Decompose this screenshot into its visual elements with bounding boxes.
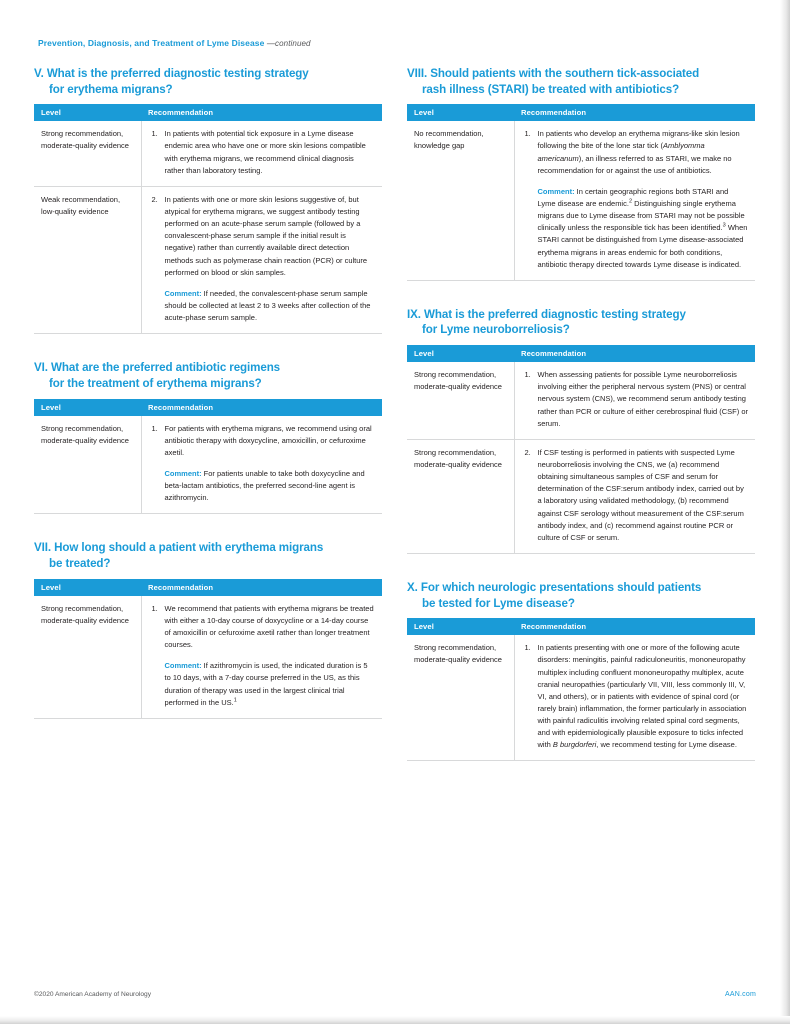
recommendation-table-viii — [407, 104, 755, 281]
column-header-recommendation: Recommendation — [514, 345, 755, 362]
copyright-text: ©2020 American Academy of Neurology — [34, 991, 152, 998]
running-head-continued: —continued — [266, 39, 311, 48]
comment-block — [165, 288, 376, 324]
table-row — [407, 121, 755, 280]
column-header-level: Level — [34, 104, 141, 121]
column-header-recommendation: Recommendation — [141, 104, 382, 121]
recommendation-cell — [141, 596, 382, 719]
comment-label: Comment: — [537, 186, 575, 196]
left-column — [34, 66, 382, 787]
item-text: When assessing patients for possible Lyme neuroborreliosis involving either the peripheral nervous system (PNS) or central nervous system (CNS), we recommend serum antibody testing rather than PCR or culture of either cerebrospinal fluid (CSF) or serum. — [537, 370, 749, 428]
comment-text: If needed, the convalescent-phase serum sample should be collected at least 2 to 3 weeks after collection of the acute-phase serum sample. — [164, 288, 371, 323]
level-cell: Strong recommendation, moderate-quality evidence — [407, 635, 514, 761]
right-column — [407, 66, 755, 787]
column-header-recommendation: Recommendation — [514, 618, 755, 635]
column-header-recommendation: Recommendation — [141, 399, 382, 416]
section-title-viii-line1: Should patients with the southern tick-associated — [430, 67, 700, 80]
table-row — [34, 416, 382, 514]
section-title-ix-line1: What is the preferred diagnostic testing strategy — [424, 307, 686, 321]
section-number-vi: VI. — [34, 361, 48, 375]
list-item — [152, 194, 376, 324]
comment-block — [165, 468, 376, 504]
list-item — [525, 642, 749, 751]
list-item — [525, 369, 749, 430]
item-number: 1. — [151, 423, 158, 433]
level-cell: Weak recommendation, low-quality evidence — [34, 186, 141, 333]
column-header-level: Level — [407, 618, 514, 635]
recommendation-cell — [141, 186, 382, 333]
section-title-viii-line2: rash illness (STARI) be treated with antibiotics? — [422, 82, 680, 96]
section-title-ix-line2: for Lyme neuroborreliosis? — [422, 323, 570, 337]
list-item — [152, 128, 376, 177]
column-header-recommendation: Recommendation — [514, 104, 755, 121]
section-number-viii: VIII. — [407, 67, 428, 80]
running-head-title: Prevention, Diagnosis, and Treatment of Lyme Disease — [38, 38, 265, 48]
section-title-v-line2: for erythema migrans? — [49, 82, 173, 96]
level-cell: Strong recommendation, moderate-quality evidence — [34, 416, 141, 514]
section-number-v: V. — [34, 67, 44, 80]
level-cell: Strong recommendation, moderate-quality evidence — [34, 596, 141, 719]
list-item — [525, 447, 749, 544]
recommendation-cell — [514, 439, 755, 553]
footnote-marker: 3 — [722, 222, 726, 229]
footnote-marker: 1 — [233, 697, 237, 704]
section-heading-x — [407, 580, 755, 611]
table-row — [34, 121, 382, 186]
item-text: We recommend that patients with erythema migrans be treated with either a 10-day course of doxycycline or a 14-day course of amoxicillin or cefuroxime axetil rather than longer treatment courses. — [164, 603, 374, 650]
table-header-row — [407, 104, 755, 121]
recommendation-table-x — [407, 618, 755, 761]
item-number: 1. — [524, 370, 531, 380]
page-edge-shadow-bottom — [0, 1016, 790, 1024]
section-heading-vi — [34, 360, 382, 391]
section-title-vi-line1: What are the preferred antibiotic regimens — [51, 361, 281, 375]
recommendation-table-v — [34, 104, 382, 334]
list-item — [152, 603, 376, 709]
section-number-ix: IX. — [407, 307, 421, 321]
level-cell: Strong recommendation, moderate-quality evidence — [34, 121, 141, 186]
item-text: For patients with erythema migrans, we recommend using oral antibiotic therapy with doxycycline, amoxicillin, or cefuroxime axetil. — [164, 423, 372, 457]
recommendation-cell — [141, 121, 382, 186]
item-text: In patients with one or more skin lesions suggestive of, but atypical for erythema migrans, we suggest antibody testing performed on an acute-phase serum sample (followed by a convalescent-phase serum sample if the initial result is negative) rather than currently available direct detection methods such as polymerase chain reaction (PCR) or culture performed on blood or skin samples. — [164, 194, 368, 277]
level-cell: Strong recommendation, moderate-quality evidence — [407, 362, 514, 439]
running-head — [38, 38, 756, 48]
recommendation-cell — [514, 635, 755, 761]
italic-species-name: B burgdorferi — [552, 740, 597, 750]
table-header-row — [34, 579, 382, 596]
recommendation-table-vii — [34, 579, 382, 719]
section-heading-vii — [34, 540, 382, 571]
aan-website-link[interactable]: AAN.com — [725, 991, 756, 998]
two-column-layout — [34, 66, 756, 787]
table-row — [34, 186, 382, 333]
section-heading-v — [34, 66, 382, 97]
section-number-vii: VII. — [34, 541, 51, 555]
level-cell: No recommendation, knowledge gap — [407, 121, 514, 280]
table-header-row — [34, 399, 382, 416]
section-heading-viii — [407, 66, 755, 97]
item-number: 1. — [524, 129, 531, 139]
section-title-vii-line2: be treated? — [49, 557, 111, 571]
page-edge-shadow-right — [780, 0, 790, 1024]
item-text-part-a: In patients who develop an erythema migrans-like skin lesion following the bite of the lone star tick ( — [537, 129, 740, 151]
level-cell: Strong recommendation, moderate-quality evidence — [407, 439, 514, 553]
comment-block — [165, 660, 376, 709]
recommendation-cell — [514, 362, 755, 439]
recommendation-table-vi — [34, 399, 382, 515]
table-row — [407, 362, 755, 439]
comment-label: Comment: — [164, 288, 202, 298]
page-footer — [34, 991, 756, 998]
comment-label: Comment: — [164, 661, 202, 671]
column-header-level: Level — [407, 104, 514, 121]
list-item — [152, 423, 376, 505]
item-number: 1. — [524, 643, 531, 653]
column-header-level: Level — [34, 399, 141, 416]
item-text: In patients with potential tick exposure in a Lyme disease endemic area who have one or more skin lesions compatible with erythema migrans, we recommend clinical diagnosis rather than laboratory testing. — [164, 129, 366, 175]
table-header-row — [407, 618, 755, 635]
table-header-row — [407, 345, 755, 362]
section-title-x-line2: be tested for Lyme disease? — [422, 596, 575, 610]
comment-label: Comment: — [164, 468, 202, 478]
section-title-vii-line1: How long should a patient with erythema migrans — [54, 541, 324, 555]
section-title-v-line1: What is the preferred diagnostic testing strategy — [46, 67, 309, 80]
column-header-level: Level — [407, 345, 514, 362]
recommendation-table-ix — [407, 345, 755, 554]
comment-text: For patients unable to take both doxycycline and beta-lactam antibiotics, the preferred second-line agent is azithromycin. — [164, 468, 365, 503]
section-heading-ix — [407, 307, 755, 338]
table-row — [407, 439, 755, 553]
section-number-x: X. — [407, 580, 418, 594]
item-text-part-a: In patients presenting with one or more of the following acute disorders: meningitis, painful radiculoneuritis, mononeuropathy multiplex including confluent mononeuropathy multiplex, acute cranial neuropathies (particularly VII, VIII, less commonly III, V, VI, and others), or in patients with evidence of spinal cord (or rarely brain) inflammation, the former particularly in association with painful radiculitis involving related spinal cord segments, and with epidemiologically plausible exposure to ticks infected with — [537, 643, 747, 750]
item-number: 1. — [151, 603, 158, 613]
column-header-level: Level — [34, 579, 141, 596]
item-number: 2. — [524, 447, 531, 457]
comment-block — [538, 186, 749, 271]
comment-text-c: When STARI cannot be distinguished from Lyme disease-associated erythema migrans in areas endemic for both conditions, antibiotic therapy directed towards Lyme disease is indicated. — [537, 223, 748, 269]
table-row — [34, 596, 382, 719]
item-text-part-b: ), an illness referred to as STARI, we make no recommendation for or against the use of antibiotics. — [537, 153, 732, 175]
item-text-part-b: , we recommend testing for Lyme disease. — [596, 740, 737, 750]
comment-text: If azithromycin is used, the indicated duration is 5 to 10 days, with a 7-day course preferred in the US, as this duration of therapy was used in the largest clinical trial performed in the US. — [164, 661, 368, 707]
table-header-row — [34, 104, 382, 121]
section-title-vi-line2: for the treatment of erythema migrans? — [49, 376, 262, 390]
section-title-x-line1: For which neurologic presentations should patients — [420, 580, 702, 594]
item-text: If CSF testing is performed in patients with suspected Lyme neuroborreliosis involving the CNS, we (a) recommend obtaining simultaneous samples of CSF and serum for determination of the CSF:serum antibody index, carried out by a laboratory using validated methodology, (b) recommend against CSF serology without measurement of the CSF:serum antibody index, and (c) recommend against routine PCR or culture of CSF or serum. — [537, 447, 744, 542]
footnote-marker: 2 — [628, 198, 633, 205]
recommendation-cell — [514, 121, 755, 280]
item-number: 1. — [151, 129, 158, 139]
recommendation-cell — [141, 416, 382, 514]
italic-species-name: Amblyomma americanum — [537, 141, 705, 163]
item-number: 2. — [151, 194, 158, 204]
list-item — [525, 128, 749, 271]
comment-text-b: Distinguishing single erythema migrans due to Lyme disease from STARI may not be possible clinically unless the responsible tick has been identified. — [537, 198, 745, 233]
table-row — [407, 635, 755, 761]
column-header-recommendation: Recommendation — [141, 579, 382, 596]
comment-text-a: In certain geographic regions both STARI and Lyme disease are endemic. — [537, 186, 729, 208]
